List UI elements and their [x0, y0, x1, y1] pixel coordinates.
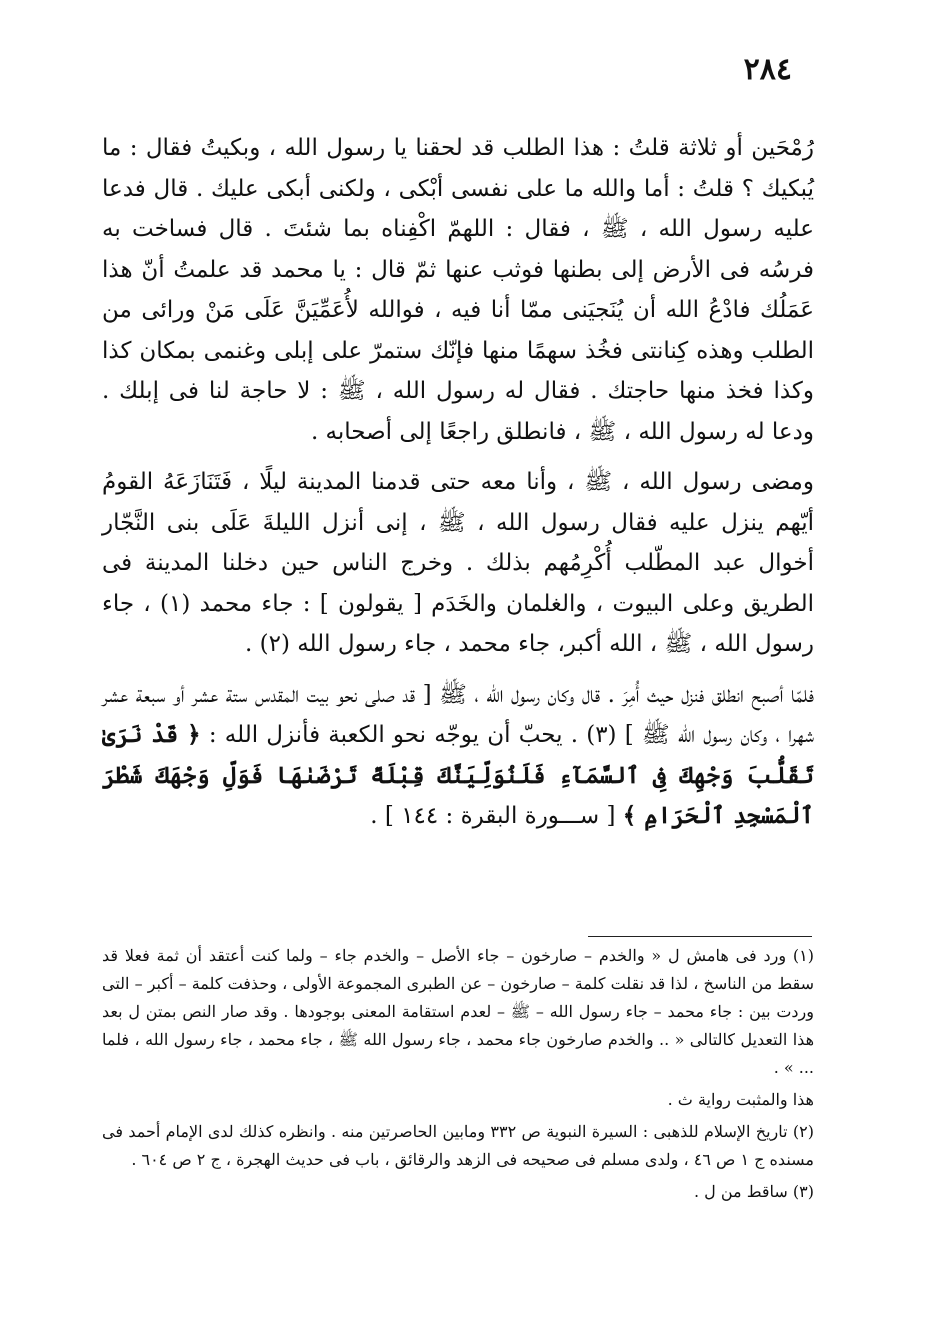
footnote-1: (١) ورد فى هامش ل « والخدم – صارخون – جاء الأصل – والخدم جاء – ولما كنت أعتقد أن ثمة فعلا قد سقط من الناسخ ، لذا قد نقلت كلمة – صارخون – عن الطبرى المجموعة الأولى ، وحذفت كلمة – أكبر – التى وردت بين : جاء محمد – جاء رسول الله – ﷺ – لعدم استقامة المعنى بوجودها . وقد صار النص بمتن ل بعد هذا التعديل كالتالى « .. والخدم صارخون جاء محمد ، جاء رسول الله ﷺ ، جاء محمد ، جاء رسول الله ، فلما ... » .: [102, 946, 815, 1077]
quran-verse: ﴿ قَدْ نَرَىٰ تَقَلُّبَ وَجْهِكَ فِى ٱلسَّمَآءِ فَلَنُوَلِّيَنَّكَ قِبْلَةً تَرْضَىٰهَا فَوَلِّ وَجْهَكَ شَطْرَ ٱلْمَسْجِدِ ٱلْحَرَامِ ﴾: [102, 721, 814, 829]
footnote-2: (٢) تاريخ الإسلام للذهبى : السيرة النبوية ص ٣٣٢ ومابين الحاصرتين منه . وانظره كذلك لدى الإمام أحمد فى مسنده ج ١ ص ٤٦ ، ولدى مسلم فى صحيحه فى الزهد والرقائق ، باب فى حديث الهجرة ، ج ٢ ص ٦٠٤ .: [102, 1122, 814, 1169]
footnote-3: (٣) ساقط من ل .: [693, 1182, 814, 1201]
page-number: ٢٨٤: [743, 52, 792, 87]
paragraph-3: [102, 675, 814, 837]
footnote-divider: [588, 936, 812, 937]
footnotes: [102, 942, 814, 1210]
main-text: [102, 128, 814, 837]
footnote-1-note: هذا والمثبت رواية ث .: [667, 1090, 814, 1109]
paragraph-3-text: فلمّا أصبح انطلق فنزل حيث أُمِرَ . قال وكان رسول الله ، ﷺ [ قد صلى نحو بيت المقدس ستة عشر أو سبعة عشر شهرا ، وكان رسول الله ﷺ ] (٣) . يحبّ أن يوجّه نحو الكعبة فأنزل الله :: [102, 681, 815, 748]
paragraph-2: ومضى رسول الله ، ﷺ ، وأنا معه حتى قدمنا المدينة ليلًا ، فَتَنَازَعَهُ القومُ أيّهم ينزل عليه فقال رسول الله ، ﷺ ، إنى أنزل الليلةَ عَلَى بنى النَّجّار أخوال عبد المطّلب أُكْرِمُهم بذلك . وخرج الناس حين دخلنا المدينة فى الطريق وعلى البيوت ، والغلمان والخَدَم [ يقولون ] : جاء محمد (١) ، جاء رسول الله ، ﷺ ، الله أكبر، جاء محمد ، جاء رسول الله (٢) .: [102, 469, 815, 657]
paragraph-1: رُمْحَين أو ثلاثة قلتُ : هذا الطلب قد لحقنا يا رسول الله ، وبكيتُ فقال : ما يُبكيك ؟ قلتُ : أما والله ما على نفسى أبْكى ، ولكنى أبكى عليك . قال فدعا عليه رسول الله ، ﷺ ، فقال : اللهمّ اكْفِناه بما شئتَ . قال فساخت به فرسُه فى الأرض إلى بطنها فوثب عنها ثمّ قال : يا محمد قد علمتُ أنّ هذا عَمَلُك فادْعُ الله أن يُنَجيَنى ممّا أنا فيه ، فوالله لأُعَمِّيَنَّ عَلَى مَنْ ورائى من الطلب وهذه كِنانتى فخُذ سهمًا منها فإنّك ستمرّ على إبلى وغنمى بمكان كذا وكذا فخذ منها حاجتك . فقال له رسول الله ، ﷺ : لا حاجة لنا فى إبلك . ودعا له رسول الله ، ﷺ ، فانطلق راجعًا إلى أصحابه .: [102, 135, 814, 445]
verse-reference: [ ســـورة البقرة : ١٤٤ ] .: [370, 803, 616, 829]
